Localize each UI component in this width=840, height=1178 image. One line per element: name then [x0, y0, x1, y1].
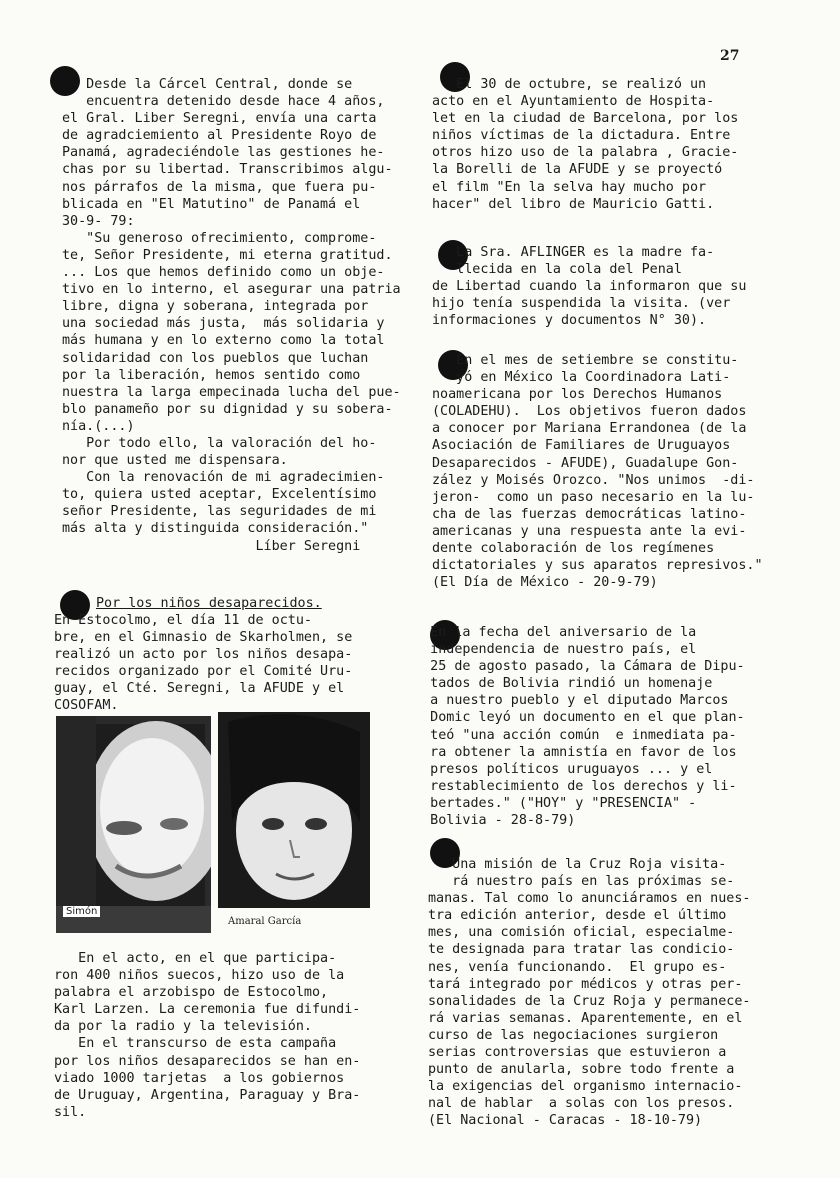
barcelona-article [432, 76, 738, 213]
text-line: serias controversias que estuvieron a [428, 1045, 727, 1061]
ninos-intro [54, 612, 352, 715]
text-line: ron 400 niños suecos, hizo uso de la [54, 968, 345, 984]
text-line: nos párrafos de la misma, que fuera pu- [62, 179, 377, 195]
text-line: nuestra la larga empecinada lucha del pue- [62, 384, 401, 400]
text-line: punto de anularla, sobre todo frente a [428, 1062, 735, 1078]
text-line: En la fecha del aniversario de la [406, 625, 697, 640]
text-line: tará integrado por médicos y otras per- [428, 976, 743, 992]
page-number: 27 [720, 48, 740, 64]
text-line: Con la renovación de mi agradecimien- [62, 470, 385, 486]
text-line: viado 1000 tarjetas a los gobiernos [54, 1070, 345, 1086]
text-line: nal de hablar a solas con los presos. [428, 1096, 735, 1112]
text-line: ra obtener la amnistía en favor de los [406, 744, 737, 760]
text-line: libre, digna y soberana, integrada por [62, 299, 369, 315]
seregni-letter-article [62, 76, 401, 555]
text-line: Desaparecidos - AFUDE), Guadalupe Gon- [432, 455, 739, 471]
text-line: informaciones y documentos N° 30). [432, 313, 707, 329]
text-line: to, quiera usted aceptar, Excelentísimo [62, 487, 377, 503]
text-line: Por todo ello, la valoración del ho- [62, 435, 377, 451]
text-line: tra edición anterior, desde el último [428, 908, 727, 924]
text-line: bre, en el Gimnasio de Skarholmen, se [54, 630, 353, 646]
text-line: jeron- como un paso necesario en la lu- [432, 489, 755, 505]
text-line: Karl Larzen. La ceremonia fue difundi- [54, 1002, 361, 1018]
text-line: (El Día de México - 20-9-79) [432, 575, 658, 591]
bolivia-article [406, 624, 745, 829]
text-line: niños víctimas de la dictadura. Entre [432, 128, 731, 144]
cruz-roja-article [428, 856, 750, 1130]
text-line: acto en el Ayuntamiento de Hospita- [432, 94, 715, 110]
text-line: zález y Moisés Orozco. "Nos unimos -di- [432, 472, 755, 488]
ninos-body [54, 950, 360, 1121]
text-line: En el mes de setiembre se constitu- [432, 353, 739, 368]
text-line: el film "En la selva hay mucho por [432, 179, 707, 195]
text-line: Asociación de Familiares de Uruguayos [432, 438, 731, 454]
text-line: a conocer por Mariana Errandonea (de la [432, 421, 747, 437]
photo-simon-caption: Simón [63, 906, 100, 917]
text-line: let en la ciudad de Barcelona, por los [432, 111, 739, 127]
text-line: presos políticos uruguayos ... y el [406, 761, 713, 777]
text-line: blicada en "El Matutino" de Panamá el [62, 196, 361, 212]
text-line: americanas y una respuesta ante la evi- [432, 523, 747, 539]
text-line: la exigencias del organismo internacio- [428, 1079, 743, 1095]
text-line: te, Señor Presidente, mi eterna gratitud. [62, 247, 393, 263]
text-line: blo panameño por su dignidad y su sobera- [62, 401, 393, 417]
text-line: Bolivia - 28-8-79) [406, 813, 576, 829]
text-line: más humana y en lo externo como la total [62, 333, 385, 349]
text-line: La Sra. AFLINGER es la madre fa- [432, 245, 715, 260]
text-line: Desde la Cárcel Central, donde se [62, 77, 353, 92]
text-line: nía.(...) [62, 418, 135, 434]
text-line: hijo tenía suspendida la visita. (ver [432, 296, 731, 312]
text-line: te designada para tratar las condicio- [428, 942, 735, 958]
text-line: palabra el arzobispo de Estocolmo, [54, 985, 329, 1001]
photo-amaral-garcia-caption: Amaral García [228, 916, 302, 927]
text-line: Una misión de la Cruz Roja visita- [428, 857, 727, 872]
photo-amaral-garcia [218, 712, 370, 908]
text-line: (COLADEHU). Los objetivos fueron dados [432, 404, 747, 420]
text-line: curso de las negociaciones surgieron [428, 1027, 719, 1043]
text-line: la Borelli de la AFUDE y se proyectó [432, 162, 723, 178]
text-line: una sociedad más justa, más solidaria y [62, 316, 385, 332]
text-line: a nuestro pueblo y el diputado Marcos [406, 693, 729, 709]
text-line: noamericana por los Derechos Humanos [432, 387, 723, 403]
text-line: dente colaboración de los regímenes [432, 541, 715, 557]
text-line: sil. [54, 1104, 87, 1120]
text-line: más alta y distinguida consideración." [62, 521, 369, 537]
text-line: En el acto, en el que participa- [54, 951, 337, 966]
text-line: "Su generoso ofrecimiento, comprome- [62, 230, 377, 246]
text-line: El 30 de octubre, se realizó un [432, 77, 707, 92]
text-line: rá varias semanas. Aparentemente, en el [428, 1010, 743, 1026]
text-line: (El Nacional - Caracas - 18-10-79) [428, 1113, 703, 1129]
aflinger-article [432, 244, 746, 329]
text-line: Domic leyó un documento en el que plan- [406, 710, 745, 726]
text-line: otros hizo uso de la palabra , Gracie- [432, 145, 739, 161]
text-line: chas por su libertad. Transcribimos algu- [62, 162, 393, 178]
text-line: sonalidades de la Cruz Roja y permanece- [428, 993, 751, 1009]
text-line: yó en México la Coordinadora Lati- [432, 370, 731, 386]
ninos-heading-text: Por los niños desaparecidos. [96, 596, 322, 611]
text-line: cha de las fuerzas democráticas latino- [432, 506, 747, 522]
text-line: 25 de agosto pasado, la Cámara de Dipu- [406, 659, 745, 675]
text-line: señor Presidente, las seguridades de mi [62, 504, 377, 520]
text-line: encuentra detenido desde hace 4 años, [62, 94, 385, 110]
text-line: independencia de nuestro país, el [406, 642, 697, 658]
text-line: En el transcurso de esta campaña [54, 1036, 337, 1052]
text-line: por los niños desaparecidos se han en- [54, 1053, 361, 1069]
text-line: por la liberación, hemos sentido como [62, 367, 361, 383]
text-line: realizó un acto por los niños desapa- [54, 647, 353, 663]
ninos-heading [96, 595, 322, 612]
text-line: bertades." ("HOY" y "PRESENCIA" - [406, 795, 697, 811]
text-line: manas. Tal como lo anunciáramos en nues- [428, 891, 751, 907]
text-line: de Uruguay, Argentina, Paraguay y Bra- [54, 1087, 361, 1103]
text-line: Líber Seregni [62, 538, 361, 554]
text-line: ... Los que hemos definido como un obje- [62, 265, 385, 281]
photo-simon [56, 716, 211, 933]
text-line: guay, el Cté. Seregni, la AFUDE y el [54, 681, 345, 697]
text-line: dictatoriales y sus aparatos represivos." [432, 558, 763, 574]
text-line: tados de Bolivia rindió un homenaje [406, 676, 713, 692]
text-line: restablecimiento de los derechos y li- [406, 778, 737, 794]
text-line: nor que usted me dispensara. [62, 453, 288, 469]
text-line: mes, una comisión oficial, especialme- [428, 925, 735, 941]
text-line: de Libertad cuando la informaron que su [432, 279, 747, 295]
text-line: de agradciemiento al Presidente Royo de [62, 128, 377, 144]
text-line: COSOFAM. [54, 698, 119, 714]
text-line: solidaridad con los pueblos que luchan [62, 350, 369, 366]
text-line: recidos organizado por el Comité Uru- [54, 664, 353, 680]
text-line: nes, venía funcionando. El grupo es- [428, 959, 727, 975]
text-line: el Gral. Liber Seregni, envía una carta [62, 111, 377, 127]
mexico-article [432, 352, 763, 591]
text-line: tivo en lo interno, el asegurar una patria [62, 282, 401, 298]
text-line: En Estocolmo, el día 11 de octu- [54, 613, 312, 628]
text-line: hacer" del libro de Mauricio Gatti. [432, 196, 715, 212]
text-line: llecida en la cola del Penal [432, 262, 682, 278]
text-line: Panamá, agradeciéndole las gestiones he- [62, 145, 385, 161]
text-line: 30-9- 79: [62, 213, 135, 229]
text-line: da por la radio y la televisión. [54, 1019, 312, 1035]
text-line: rá nuestro país en las próximas se- [428, 874, 735, 890]
text-line: teó "una acción común e inmediata pa- [406, 727, 737, 743]
